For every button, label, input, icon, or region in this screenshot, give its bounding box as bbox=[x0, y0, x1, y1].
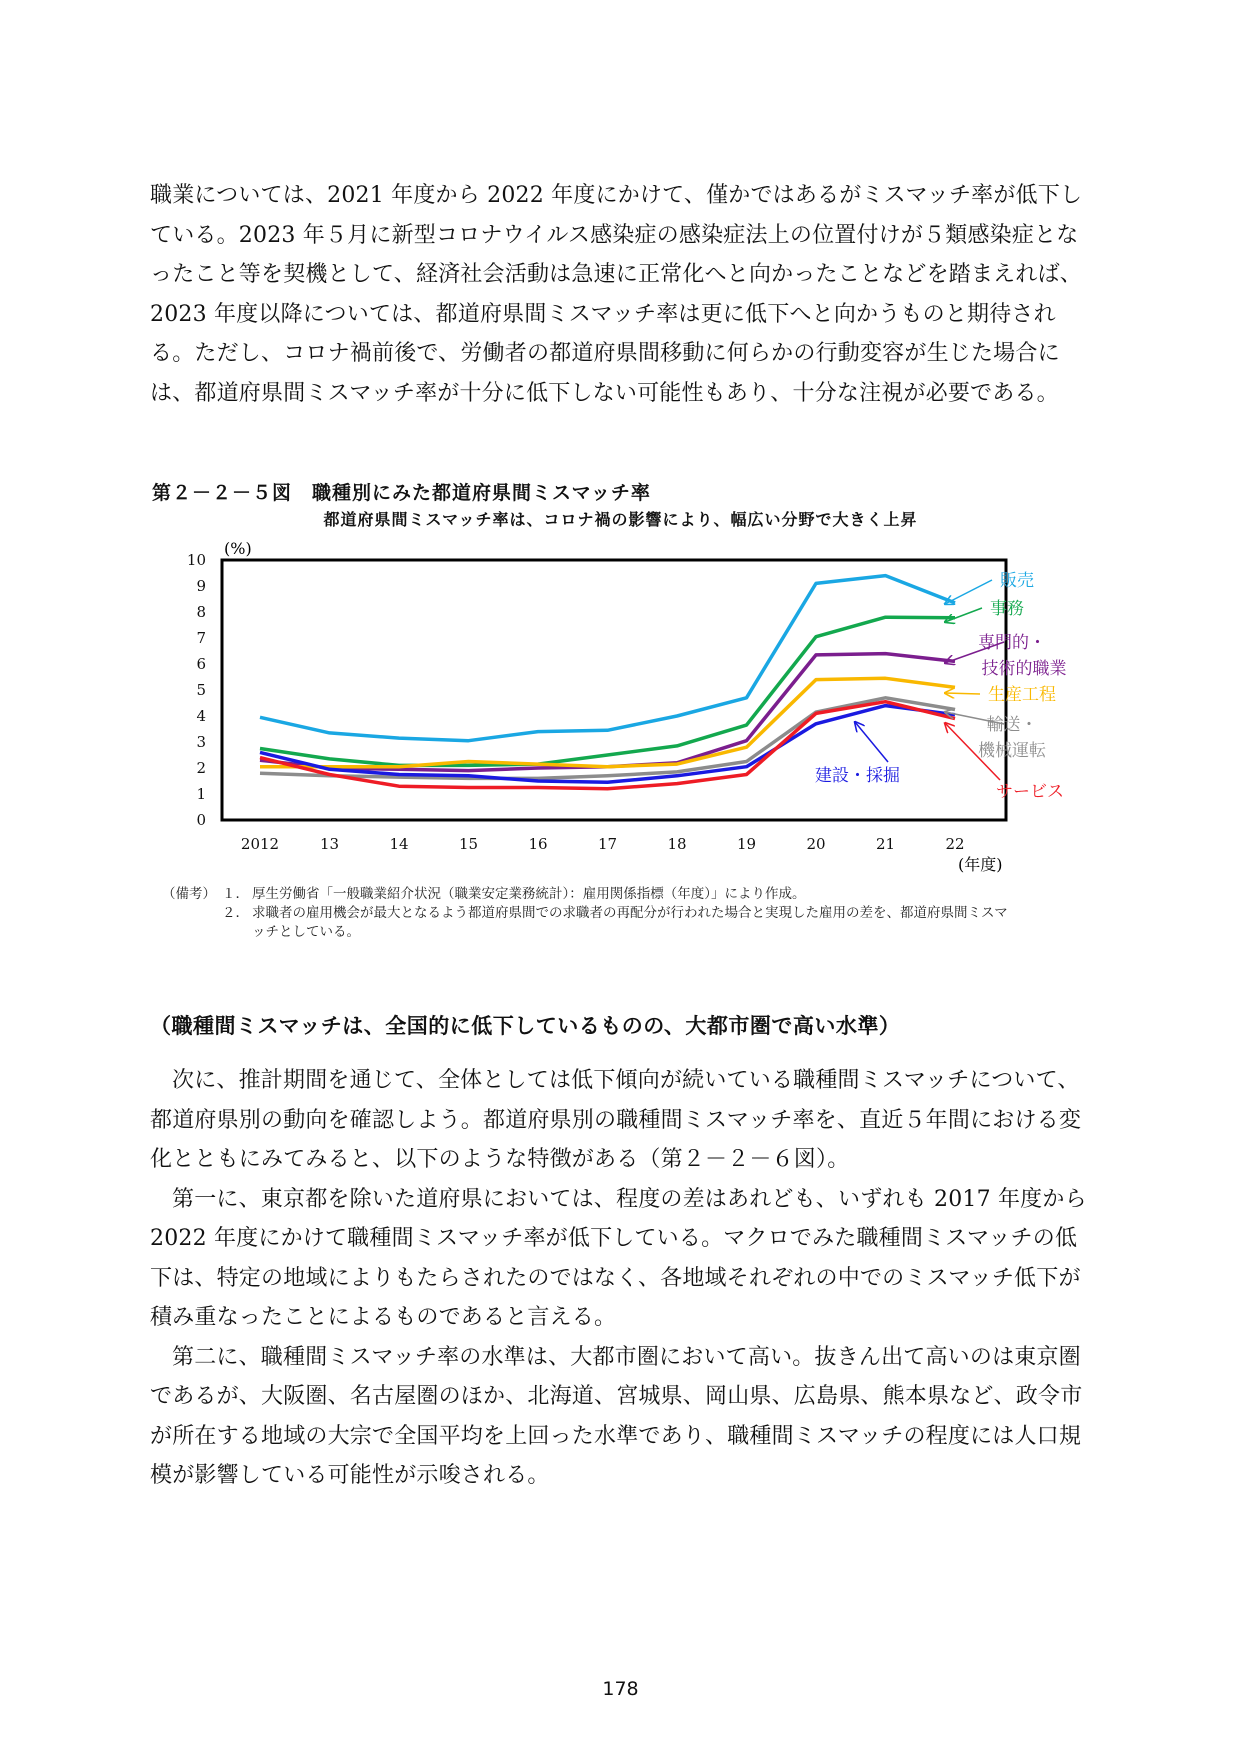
legend-label: 販売 bbox=[1000, 571, 1034, 591]
body-paragraph: 第二に、職種間ミスマッチ率の水準は、大都市圏において高い。抜きん出て高いのは東京圏であるが、大阪圏、名古屋圏のほか、北海道、宮城県、岡山県、広島県、熊本県など、政令市が所在する地域の大宗で全国平均を上回った水準であり、職種間ミスマッチの程度には人口規模が影響している可能性が示唆される。 bbox=[150, 1344, 1083, 1488]
page-number: 178 bbox=[602, 1678, 639, 1700]
note-text: 厚生労働省「一般職業紹介状況（職業安定業務統計）：雇用関係指標（年度）」により作成。 bbox=[252, 886, 806, 902]
x-tick-label: 21 bbox=[875, 835, 896, 853]
x-tick-label: 17 bbox=[597, 835, 618, 853]
legend-label: 技術的職業 bbox=[981, 659, 1067, 679]
y-unit-label: (%) bbox=[224, 539, 252, 558]
legend-label: 機械運転 bbox=[978, 741, 1046, 761]
x-tick-label: 22 bbox=[945, 835, 965, 853]
series-line bbox=[260, 617, 955, 765]
x-tick-label: 20 bbox=[806, 835, 826, 853]
y-tick-label: 5 bbox=[196, 681, 206, 699]
legend-label: 輸送・ bbox=[986, 715, 1038, 735]
figure-subtitle: 都道府県間ミスマッチ率は、コロナ禍の影響により、幅広い分野で大きく上昇 bbox=[323, 510, 918, 529]
y-tick-label: 4 bbox=[196, 707, 206, 725]
x-tick-label: 2012 bbox=[240, 835, 280, 853]
y-tick-label: 1 bbox=[196, 785, 206, 803]
legend-arrow bbox=[855, 722, 888, 762]
note-number: ２． bbox=[222, 905, 249, 921]
section-heading: （職種間ミスマッチは、全国的に低下しているものの、大都市圏で高い水準） bbox=[150, 1014, 901, 1038]
body-paragraph: 第一に、東京都を除いた道府県においては、程度の差はあれども、いずれも 2017 年度から 2022 年度にかけて職種間ミスマッチ率が低下している。マクロでみた職種間ミスマッチの低下は、特定の地域によりもたらされたのではなく、各地域それぞれの中でのミスマッチ低下が積み重なったことによるものであると言える。 bbox=[150, 1186, 1087, 1330]
legend-label: サービス bbox=[996, 782, 1064, 802]
legend-label: 建設・採掘 bbox=[815, 766, 900, 786]
y-axis-ticks bbox=[187, 551, 206, 829]
y-tick-label: 7 bbox=[196, 629, 206, 647]
note-number: １． bbox=[222, 886, 249, 902]
legend-label: 生産工程 bbox=[988, 685, 1056, 705]
note-row bbox=[162, 885, 1012, 904]
legend-label: 専門的・ bbox=[978, 633, 1046, 653]
x-tick-label: 19 bbox=[736, 835, 757, 853]
x-unit-label: (年度) bbox=[958, 855, 1003, 874]
y-tick-label: 10 bbox=[186, 551, 206, 569]
notes-label: （備考） bbox=[162, 886, 216, 902]
x-tick-label: 16 bbox=[528, 835, 548, 853]
intro-text: 職業については、2021 年度から 2022 年度にかけて、僅かではあるがミスマッチ率が低下している。2023 年５月に新型コロナウイルス感染症の感染症法上の位置付けが５類感染症となったこと等を契機として、経済社会活動は急速に正常化へと向かったことなどを踏まえれば、2023 年度以降については、都道府県間ミスマッチ率は更に低下へと向かうものと期待される。ただし、コロナ禍前後で、労働者の都道府県間移動に何らかの行動変容が生じた場合には、都道府県間ミスマッチ率が十分に低下しない可能性もあり、十分な注視が必要である。 bbox=[150, 183, 1083, 406]
x-tick-label: 13 bbox=[319, 835, 340, 853]
body-text bbox=[150, 1061, 1098, 1496]
x-tick-label: 15 bbox=[458, 835, 479, 853]
x-tick-label: 14 bbox=[389, 835, 409, 853]
y-tick-label: 6 bbox=[196, 655, 206, 673]
y-tick-label: 8 bbox=[196, 603, 206, 621]
note-row bbox=[162, 904, 1012, 942]
legend-arrow bbox=[945, 693, 980, 694]
legend-arrow bbox=[945, 580, 992, 604]
y-tick-label: 0 bbox=[196, 811, 206, 829]
legend-arrow bbox=[945, 608, 982, 622]
figure-title: 第２－２－５図 職種別にみた都道府県間ミスマッチ率 bbox=[152, 482, 651, 504]
series-line bbox=[260, 654, 955, 771]
y-tick-label: 9 bbox=[196, 577, 206, 595]
x-axis-ticks bbox=[241, 835, 965, 853]
x-tick-label: 18 bbox=[667, 835, 687, 853]
series-lines bbox=[260, 576, 955, 789]
body-paragraph: 次に、推計期間を通じて、全体としては低下傾向が続いている職種間ミスマッチについて、都道府県別の動向を確認しよう。都道府県別の職種間ミスマッチ率を、直近５年間における変化とともにみてみると、以下のような特徴がある（第２－２－６図）。 bbox=[150, 1068, 1082, 1172]
note-text: 求職者の雇用機会が最大となるよう都道府県間での求職者の再配分が行われた場合と実現した雇用の差を、都道府県間ミスマッチとしている。 bbox=[252, 905, 1008, 940]
legend-label: 事務 bbox=[990, 599, 1024, 619]
y-tick-label: 2 bbox=[196, 759, 206, 777]
y-tick-label: 3 bbox=[196, 733, 206, 751]
figure-notes bbox=[162, 885, 1012, 942]
